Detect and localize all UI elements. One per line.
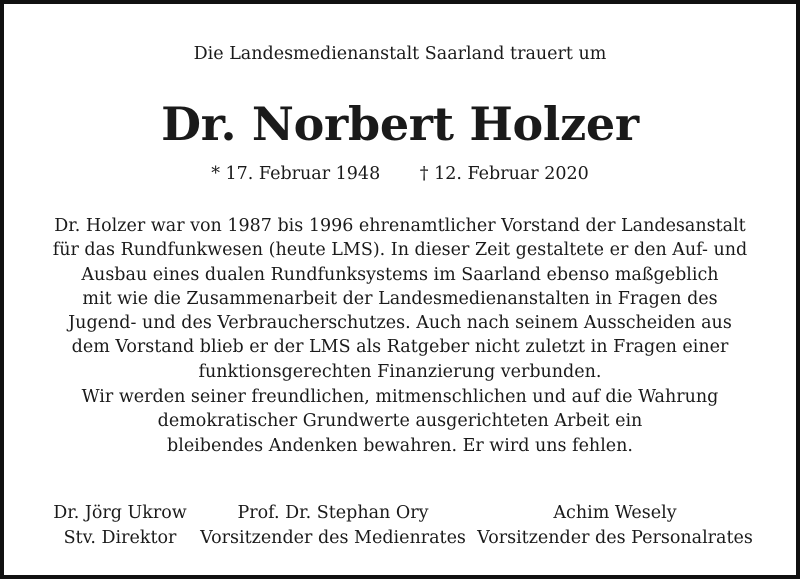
signatory-ory: [200, 501, 466, 551]
signatory-name: Dr. Jörg Ukrow: [53, 503, 187, 523]
tribute-line: für das Rundfunkwesen (heute LMS). In dieser Zeit gestaltete er den Auf- und: [52, 240, 748, 261]
tribute-line: funktionsgerechten Finanzierung verbunden.: [198, 361, 602, 382]
farewell-line: demokratischer Grundwerte ausgerichteten Arbeit ein: [157, 411, 643, 432]
farewell-line: bleibendes Andenken bewahren. Er wird uns fehlen.: [167, 435, 633, 456]
farewell-line: Wir werden seiner freundlichen, mitmenschlichen und auf die Wahrung: [81, 387, 719, 407]
tribute-paragraph: [34, 214, 766, 384]
signatory-ukrow: [46, 501, 194, 551]
tribute-line: dem Vorstand blieb er der LMS als Ratgeber nicht zuletzt in Fragen einer: [71, 337, 729, 358]
signatory-wesely: [474, 501, 756, 551]
deceased-name: Dr. Norbert Holzer: [161, 97, 639, 151]
signatory-name: Prof. Dr. Stephan Ory: [237, 503, 429, 523]
life-dates: [4, 162, 796, 186]
tribute-line: Jugend- und des Verbraucherschutzes. Auch nach seinem Ausscheiden aus: [68, 313, 732, 334]
signatory-role: Vorsitzender des Medienrates: [200, 528, 466, 548]
death-date: † 12. Februar 2020: [419, 164, 589, 184]
farewell-paragraph: [34, 385, 766, 458]
tribute-line: Dr. Holzer war von 1987 bis 1996 ehrenamtlicher Vorstand der Landesanstalt: [54, 216, 746, 236]
intro-line: Die Landesmedienanstalt Saarland trauert um: [193, 44, 607, 64]
signatory-name: Achim Wesely: [553, 503, 677, 523]
signatory-role: Vorsitzender des Personalrates: [477, 528, 753, 548]
tribute-line: Ausbau eines dualen Rundfunksystems im Saarland ebenso maßgeblich: [81, 264, 719, 285]
signatory-role: Stv. Direktor: [63, 528, 177, 548]
birth-date: * 17. Februar 1948: [211, 164, 381, 184]
tribute-line: mit wie die Zusammenarbeit der Landesmedienanstalten in Fragen des: [82, 288, 718, 309]
